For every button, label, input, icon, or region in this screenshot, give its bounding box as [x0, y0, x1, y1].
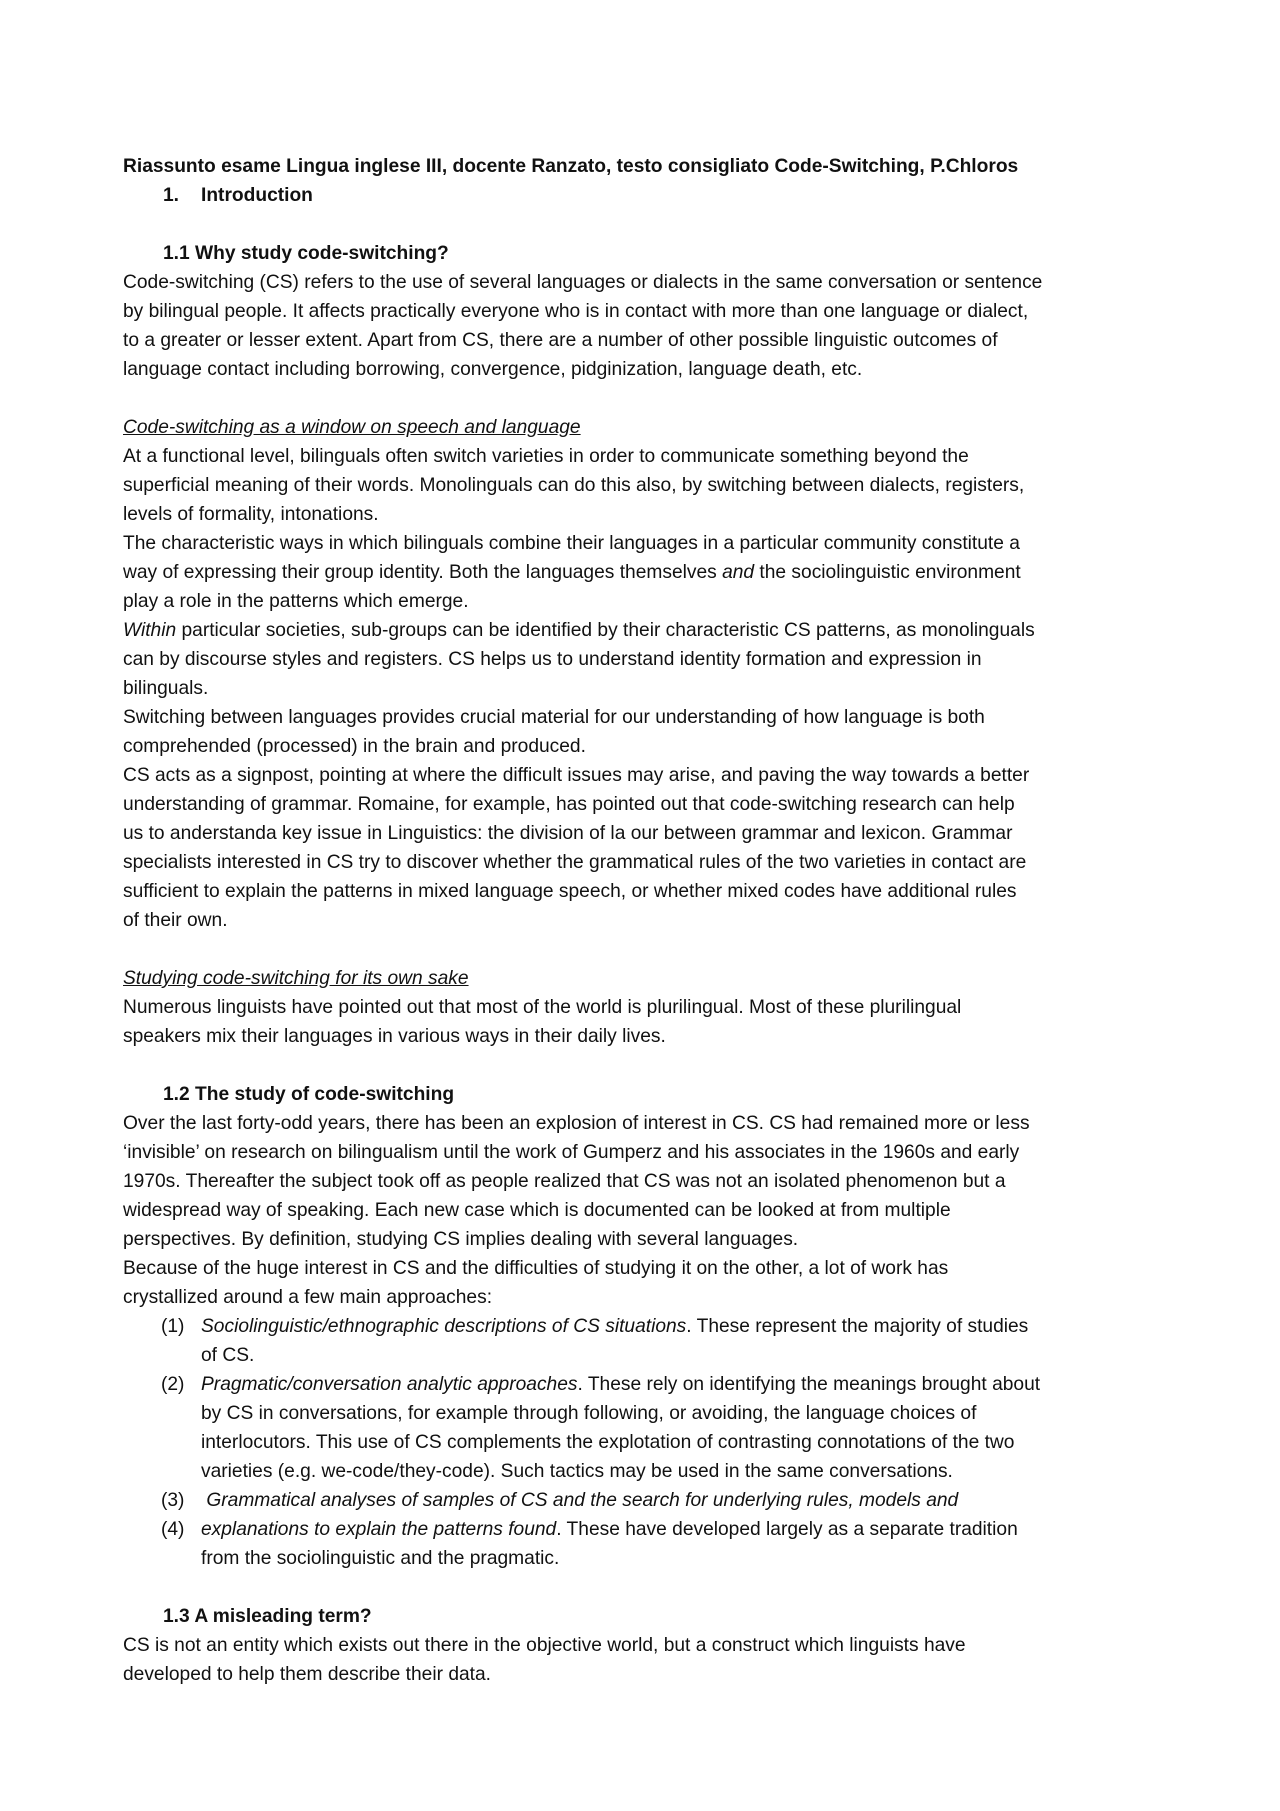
approaches-list: [123, 1312, 1183, 1573]
text-line: sufficient to explain the patterns in mixed language speech, or whether mixed codes have additional rules: [123, 881, 1017, 902]
section-title: Introduction: [201, 185, 313, 206]
list-item: [123, 1370, 1183, 1399]
text-line: superficial meaning of their words. Monolinguals can do this also, by switching between dialects, registers,: [123, 475, 1025, 496]
paragraph-intro: [123, 268, 1183, 384]
section-number: 1.: [163, 185, 180, 206]
text-line: crystallized around a few main approaches:: [123, 1287, 493, 1308]
text-line: us to anderstanda key issue in Linguistics: the division of la our between grammar and lexicon. Grammar: [123, 823, 1013, 844]
text-line: bilinguals.: [123, 678, 209, 699]
list-item: [123, 1515, 1183, 1544]
text-line: understanding of grammar. Romaine, for example, has pointed out that code-switching research can help: [123, 794, 1015, 815]
text-line: comprehended (processed) in the brain and produced.: [123, 736, 586, 757]
subsection-title: The study of code-switching: [195, 1084, 455, 1105]
paragraph-plurilingual: [123, 993, 1183, 1051]
list-item-continuation: interlocutors. This use of CS complements the explotation of contrasting connotations of the two: [201, 1432, 1015, 1453]
text-line: Code-switching (CS) refers to the use of several languages or dialects in the same conversation or sentence: [123, 272, 1043, 293]
list-item-continuation: of CS.: [201, 1345, 255, 1366]
text-line: speakers mix their languages in various ways in their daily lives.: [123, 1026, 666, 1047]
text-run: the sociolinguistic environment: [754, 562, 1021, 583]
spacer: [123, 935, 1183, 964]
text-line: widespread way of speaking. Each new case which is documented can be looked at from multiple: [123, 1200, 951, 1221]
paragraph-signpost: [123, 761, 1183, 935]
emphasis-text: Grammatical analyses of samples of CS and the search for underlying rules, models and: [201, 1490, 959, 1511]
subsection-title: Why study code-switching?: [195, 243, 449, 264]
paragraph-study: [123, 1109, 1183, 1312]
subsection-heading-1-3: [123, 1602, 1183, 1631]
text-line: 1970s. Thereafter the subject took off as people realized that CS was not an isolated phenomenon but a: [123, 1171, 1006, 1192]
section-heading-1: [123, 181, 1183, 210]
spacer: [123, 210, 1183, 239]
text-line: specialists interested in CS try to discover whether the grammatical rules of the two varieties in contact are: [123, 852, 1027, 873]
subsection-title: A misleading term?: [194, 1606, 372, 1627]
text-line: levels of formality, intonations.: [123, 504, 379, 525]
text-run: . These represent the majority of studies: [686, 1316, 1029, 1337]
paragraph-switching-material: [123, 703, 1183, 761]
subsection-number: 1.3: [163, 1606, 190, 1627]
paragraph-functional-level: [123, 442, 1183, 529]
emphasis-text: Within: [123, 620, 177, 641]
list-number: (2): [161, 1374, 185, 1395]
list-item: [123, 1312, 1183, 1341]
text-line: to a greater or lesser extent. Apart from CS, there are a number of other possible linguistic outcomes of: [123, 330, 998, 351]
spacer: [123, 1051, 1183, 1080]
text-line: CS is not an entity which exists out there in the objective world, but a construct which linguists have: [123, 1635, 966, 1656]
list-number: (3): [161, 1490, 185, 1511]
text-line: [123, 558, 1183, 587]
text-line: The characteristic ways in which bilinguals combine their languages in a particular community constitute a: [123, 533, 1020, 554]
subsection-number: 1.2: [163, 1084, 190, 1105]
list-item-continuation: by CS in conversations, for example through following, or avoiding, the language choices of: [201, 1403, 977, 1424]
list-item: [123, 1486, 1183, 1515]
spacer: [123, 384, 1183, 413]
paragraph-misleading-term: [123, 1631, 1183, 1689]
text-run: . These have developed largely as a separate tradition: [556, 1519, 1018, 1540]
text-line: Over the last forty-odd years, there has been an explosion of interest in CS. CS had remained more or less: [123, 1113, 1030, 1134]
text-line: Numerous linguists have pointed out that most of the world is plurilingual. Most of these plurilingual: [123, 997, 962, 1018]
emphasis-text: and: [722, 562, 755, 583]
list-item-continuation: varieties (e.g. we-code/they-code). Such tactics may be used in the same conversations.: [201, 1461, 953, 1482]
document-title: Riassunto esame Lingua inglese III, docente Ranzato, testo consigliato Code-Switching, P.Chloros: [123, 156, 1019, 177]
text-line: of their own.: [123, 910, 228, 931]
text-line: [123, 616, 1183, 645]
emphasis-text: Sociolinguistic/ethnographic descriptions of CS situations: [201, 1316, 687, 1337]
text-line: play a role in the patterns which emerge.: [123, 591, 469, 612]
subsection-heading-1-2: [123, 1080, 1183, 1109]
paragraph-sub-groups: [123, 616, 1183, 703]
document-page: [123, 152, 1183, 1689]
emphasis-text: explanations to explain the patterns found: [201, 1519, 557, 1540]
paragraph-group-identity: [123, 529, 1183, 616]
text-run: . These rely on identifying the meanings brought about: [577, 1374, 1041, 1395]
text-line: Switching between languages provides crucial material for our understanding of how language is both: [123, 707, 985, 728]
text-line: Because of the huge interest in CS and the difficulties of studying it on the other, a lot of work has: [123, 1258, 949, 1279]
subsection-number: 1.1: [163, 243, 190, 264]
text-line: At a functional level, bilinguals often switch varieties in order to communicate something beyond the: [123, 446, 969, 467]
list-number: (4): [161, 1519, 185, 1540]
text-line: by bilingual people. It affects practically everyone who is in contact with more than one language or dialect,: [123, 301, 1029, 322]
text-line: ‘invisible’ on research on bilingualism until the work of Gumperz and his associates in the 1960s and early: [123, 1142, 1020, 1163]
text-line: CS acts as a signpost, pointing at where the difficult issues may arise, and paving the way towards a better: [123, 765, 1030, 786]
text-run: way of expressing their group identity. Both the languages themselves: [123, 562, 723, 583]
subsection-heading-1-1: [123, 239, 1183, 268]
emphasis-text: Pragmatic/conversation analytic approaches: [201, 1374, 578, 1395]
text-run: particular societies, sub-groups can be identified by their characteristic CS patterns, as monolinguals: [176, 620, 1035, 641]
text-line: developed to help them describe their data.: [123, 1664, 492, 1685]
spacer: [123, 1573, 1183, 1602]
heading-own-sake: Studying code-switching for its own sake: [123, 968, 469, 989]
text-line: language contact including borrowing, convergence, pidginization, language death, etc.: [123, 359, 863, 380]
list-item-continuation: from the sociolinguistic and the pragmatic.: [201, 1548, 560, 1569]
heading-window-on-speech: Code-switching as a window on speech and language: [123, 417, 581, 438]
text-line: perspectives. By definition, studying CS implies dealing with several languages.: [123, 1229, 799, 1250]
list-number: (1): [161, 1316, 185, 1337]
text-line: can by discourse styles and registers. CS helps us to understand identity formation and expression in: [123, 649, 982, 670]
